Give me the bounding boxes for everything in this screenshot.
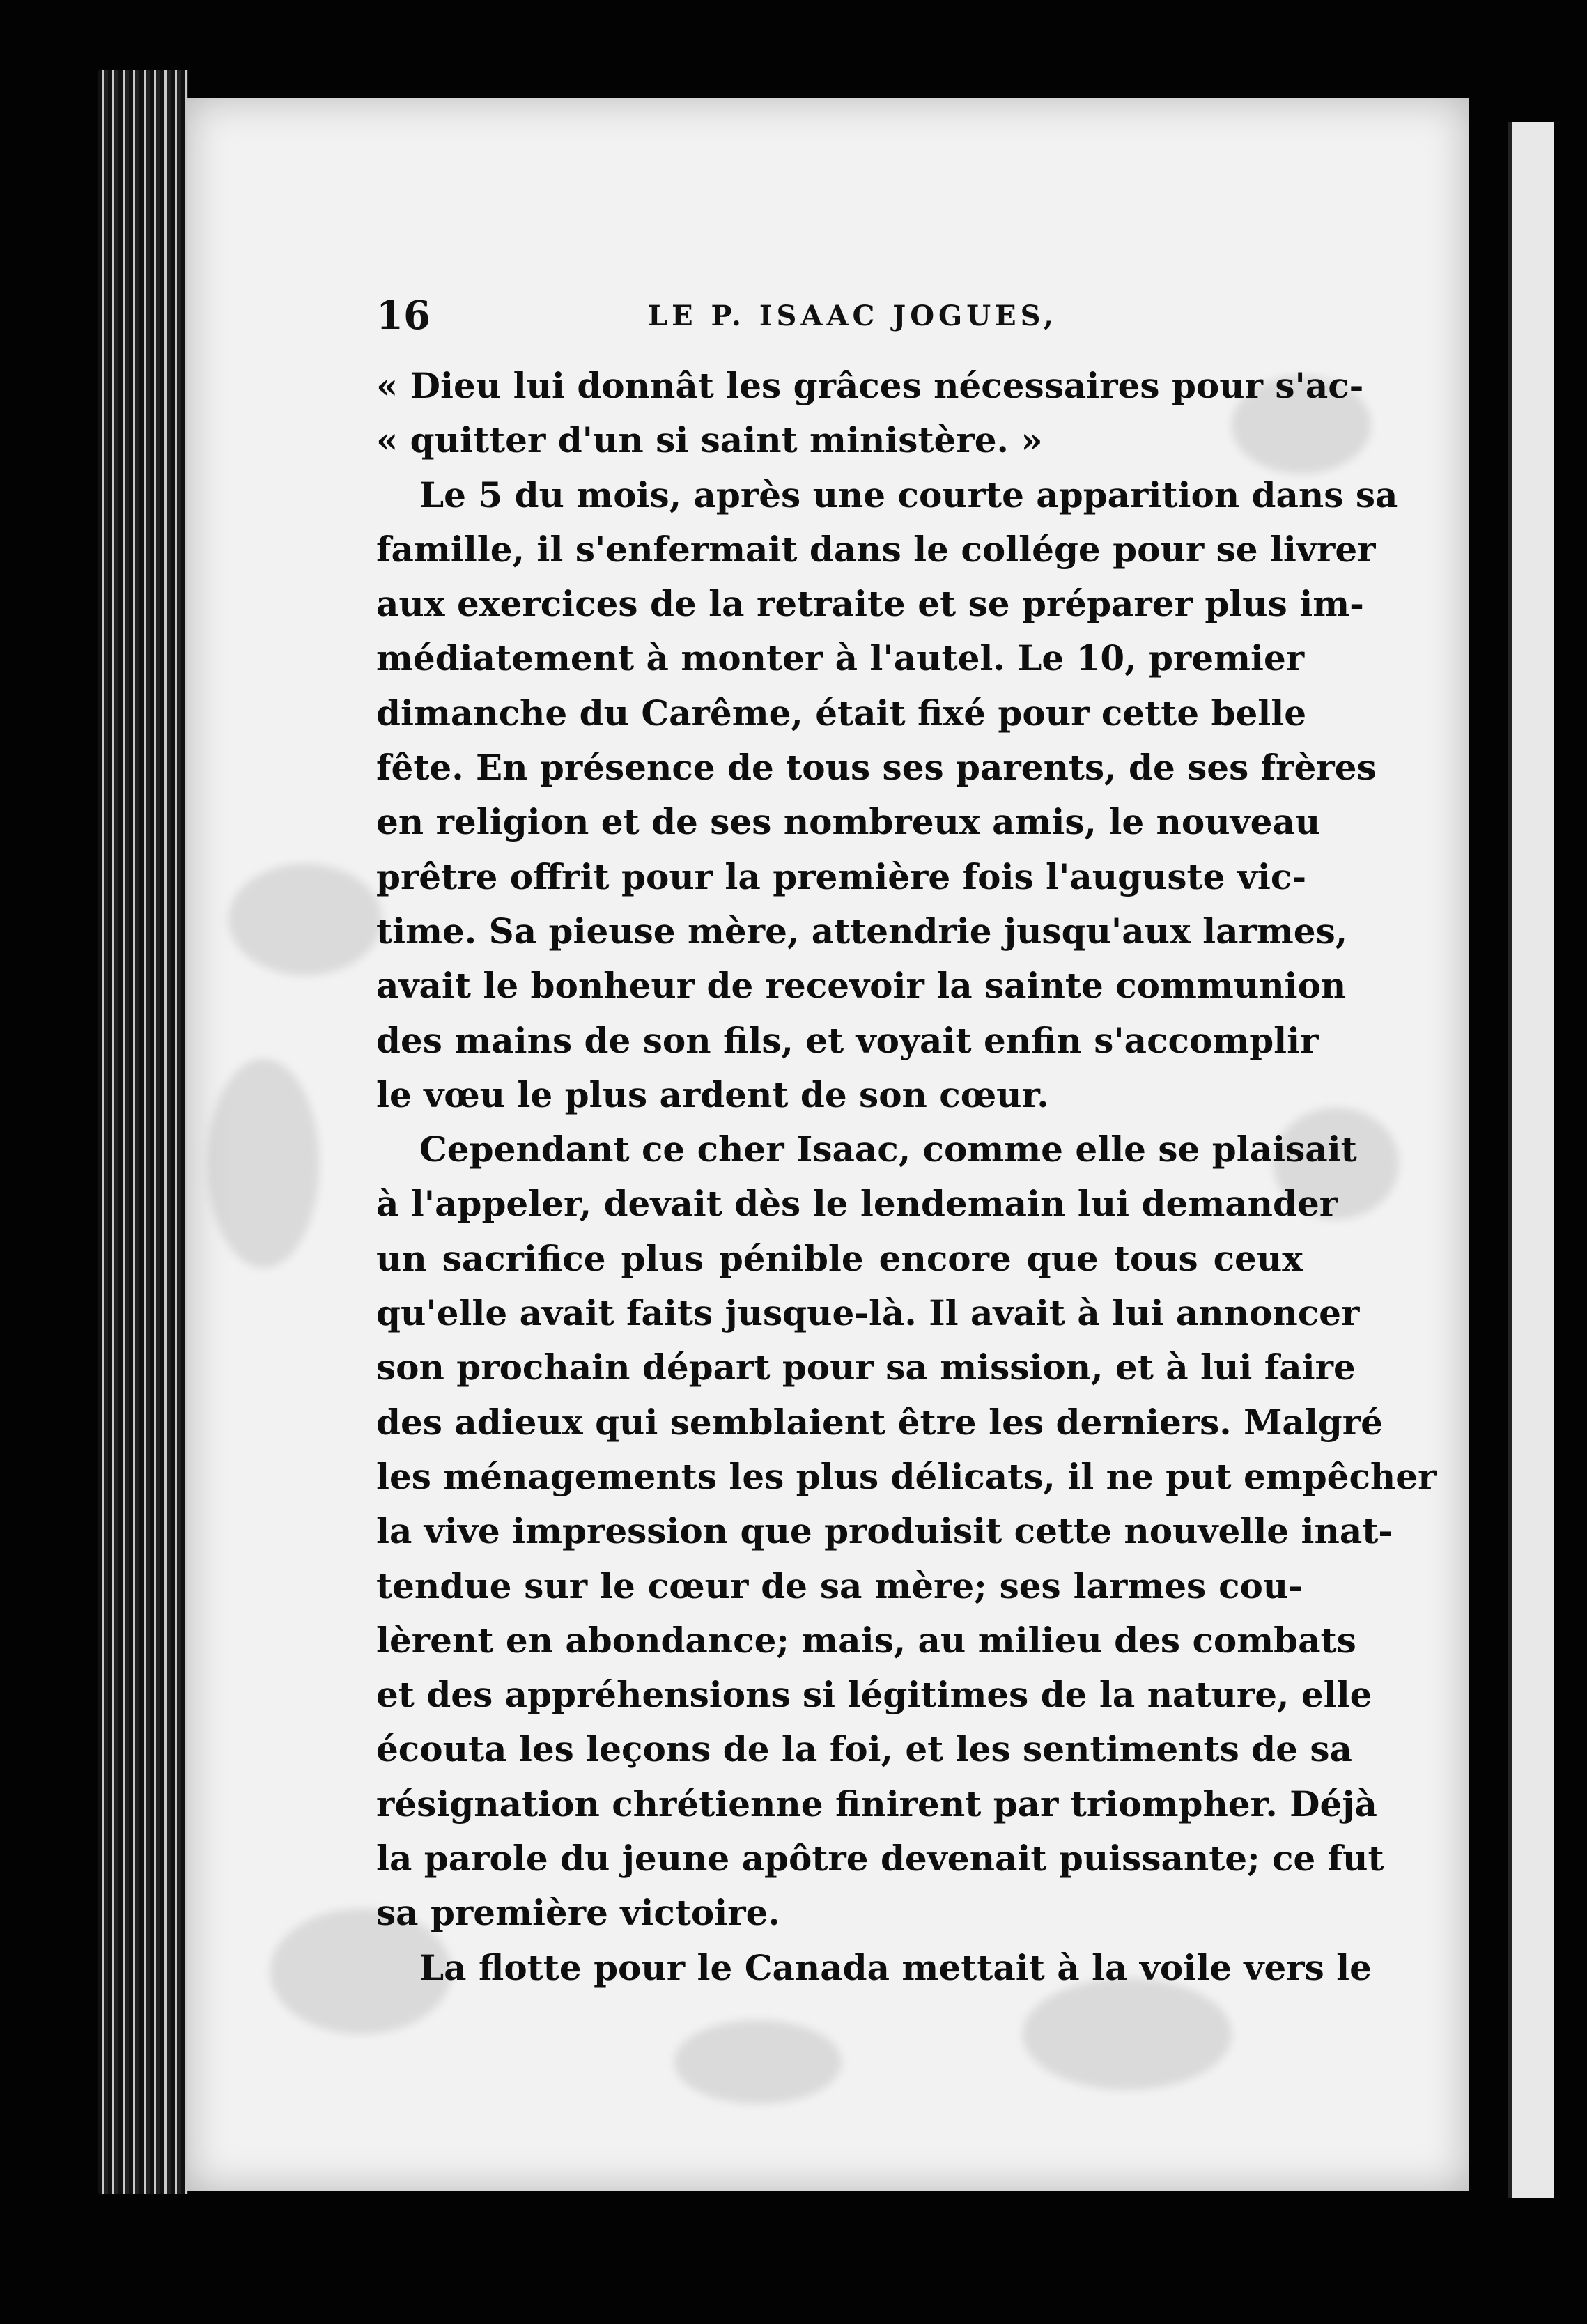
text-line: Le 5 du mois, après une courte apparition dans sa xyxy=(419,474,1398,516)
text-line: fête. En présence de tous ses parents, de ses frères xyxy=(376,747,1377,789)
text-line: dimanche du Carême, était fixé pour cette belle xyxy=(376,692,1307,734)
book-spine-edge xyxy=(98,70,188,2194)
text-line: sa première victoire. xyxy=(376,1892,780,1934)
text-line: time. Sa pieuse mère, attendrie jusqu'aux larmes, xyxy=(376,910,1348,952)
text-line: lèrent en abondance; mais, au milieu des combats xyxy=(376,1619,1356,1661)
text-line: la parole du jeune apôtre devenait puissante; ce fut xyxy=(376,1838,1384,1880)
foxing-stain xyxy=(208,1059,319,1268)
text-line: prêtre offrit pour la première fois l'auguste vic- xyxy=(376,855,1307,897)
text-line: aux exercices de la retraite et se préparer plus im- xyxy=(376,583,1364,625)
adjacent-page-edge xyxy=(1508,122,1554,2198)
text-line: des adieux qui semblaient être les derniers. Malgré xyxy=(376,1401,1383,1443)
text-line: et des appréhensions si légitimes de la nature, elle xyxy=(376,1674,1372,1716)
text-line: le vœu le plus ardent de son cœur. xyxy=(376,1074,1049,1115)
text-line: les ménagements les plus délicats, il ne put empêcher xyxy=(376,1455,1437,1497)
text-line: la vive impression que produisit cette nouvelle inat- xyxy=(376,1510,1393,1552)
text-line: avait le bonheur de recevoir la sainte communion xyxy=(376,965,1347,1007)
foxing-stain xyxy=(674,2020,842,2104)
text-line: écouta les leçons de la foi, et les sentiments de sa xyxy=(376,1728,1352,1770)
text-line: en religion et de ses nombreux amis, le nouveau xyxy=(376,801,1321,843)
text-line: à l'appeler, devait dès le lendemain lui demander xyxy=(376,1183,1338,1225)
running-head xyxy=(376,293,1303,348)
text-line: « quitter d'un si saint ministère. » xyxy=(376,419,1043,461)
running-title: LE P. ISAAC JOGUES, xyxy=(648,300,1058,332)
page-number: 16 xyxy=(376,293,431,339)
foxing-stain xyxy=(1023,1978,1232,2090)
text-line: famille, il s'enfermait dans le collége pour se livrer xyxy=(376,528,1376,570)
text-line: « Dieu lui donnât les grâces nécessaires pour s'ac- xyxy=(376,365,1364,406)
text-line: Cependant ce cher Isaac, comme elle se plaisait xyxy=(419,1129,1357,1170)
foxing-stain xyxy=(229,864,382,975)
text-line: un sacrifice plus pénible encore que tous ceux xyxy=(376,1237,1303,1279)
text-line: La flotte pour le Canada mettait à la voile vers le xyxy=(419,1946,1372,1988)
text-line: des mains de son fils, et voyait enfin s'accomplir xyxy=(376,1019,1319,1061)
text-line: médiatement à monter à l'autel. Le 10, premier xyxy=(376,637,1305,679)
text-line: son prochain départ pour sa mission, et à lui faire xyxy=(376,1347,1356,1388)
text-line: tendue sur le cœur de sa mère; ses larmes cou- xyxy=(376,1565,1303,1606)
text-line: qu'elle avait faits jusque-là. Il avait à lui annoncer xyxy=(376,1292,1360,1334)
body-text xyxy=(376,359,1437,1995)
text-line: résignation chrétienne finirent par triompher. Déjà xyxy=(376,1783,1377,1825)
